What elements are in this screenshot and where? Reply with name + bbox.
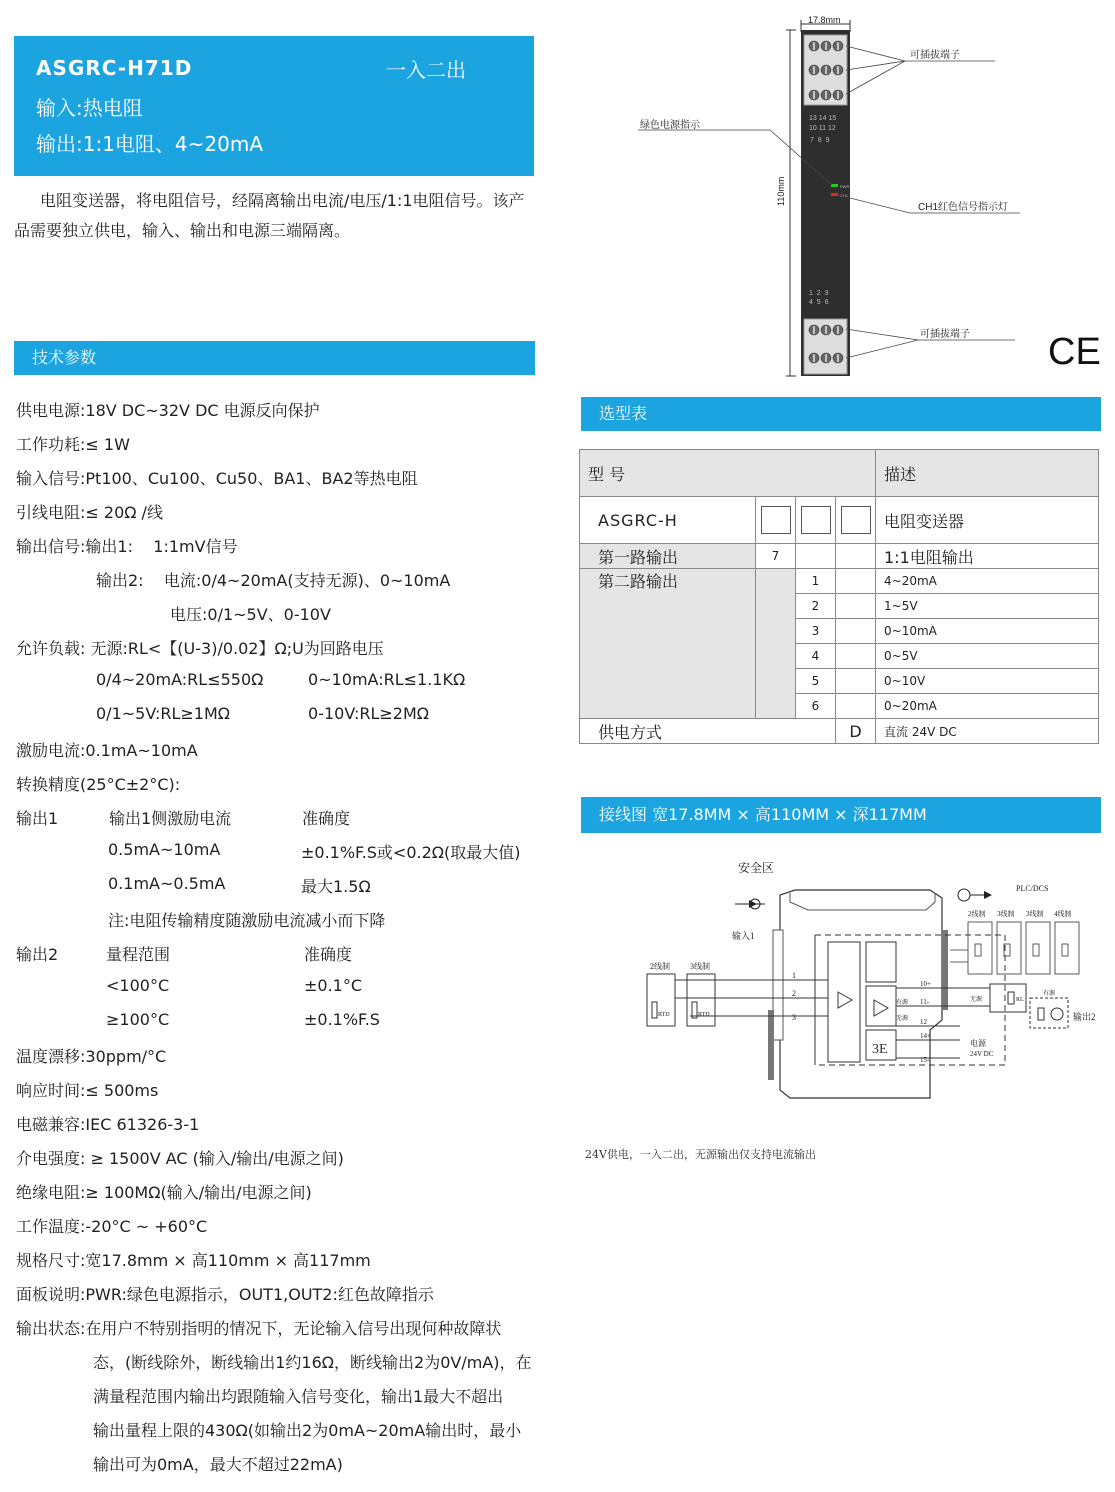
terminal-numbers: 7 8 9 [810,137,830,144]
section-tech-title: 技术参数 [32,348,97,367]
callout-bottom-terminal: 可插拔端子 [920,329,970,340]
ch1-led [831,193,838,196]
spec-line: 介电强度: ≥ 1500V AC (输入/输出/电源之间) [16,1149,344,1168]
selection-table [579,449,1099,747]
out2-code: 1 [796,569,836,594]
spec-line: ±0.1°C [304,976,363,995]
spec-line: 0.5mA~10mA [108,840,221,859]
spec-line: 供电电源:18V DC~32V DC 电源反向保护 [16,401,320,420]
section-wiring-title: 接线图 宽17.8MM × 高110MM × 深117MM [599,805,927,824]
section-selection-title: 选型表 [599,404,648,423]
plc-2wire: 2线制 [968,910,986,918]
terminal-numbers: 4 5 6 [809,299,829,306]
spec-line: 电压:0/1~5V、0-10V [170,605,331,624]
spec-line: 0.1mA~0.5mA [108,874,226,893]
callout-ch1-led: CH1红色信号指示灯 [918,202,1009,213]
out2-desc: 1~5V [876,594,1099,619]
spec-line: 响应时间:≤ 500ms [16,1081,159,1100]
height-label: 110mm [776,176,786,206]
spec-line: 激励电流:0.1mA~10mA [16,741,198,760]
terminal-10: 10+ [920,980,931,988]
terminal-1: 1 [792,971,796,980]
plc-label: PLC/DCS [1016,884,1049,893]
spec-line: 0-10V:RL≥2MΩ [308,704,429,723]
output-type: 输出:1:1电阻、4~20mA [36,132,264,156]
section-tech-bar [14,341,535,375]
input-type: 输入:热电阻 [36,96,143,120]
svg-text:3E: 3E [872,1042,888,1057]
safe-area-label: 安全区 [738,861,775,875]
spec-line: 0/1~5V:RL≥1MΩ [96,704,231,723]
power-supply-label: 电源 [970,1039,986,1048]
spec-line: 满量程范围内输出均跟随输入信号变化，输出1最大不超出 [93,1387,504,1406]
terminal-numbers: 13 14 15 [809,115,837,122]
active-label: 有源 [896,1000,909,1006]
spec-line: 输出状态:在用户不特别指明的情况下，无论输入信号出现何种故障状 [16,1319,502,1338]
spec-line: 输出2 [16,945,59,964]
top-terminal-block [804,35,847,105]
spec-line: 准确度 [302,809,351,828]
passive2-label: 无源 [970,997,983,1003]
spec-line: 输出量程上限的430Ω(如输出2为0mA~20mA输出时，最小 [93,1421,522,1440]
spec-line: 输出信号:输出1: 1:1mV信号 [16,537,238,556]
output-arrow-icon [958,889,970,901]
code-slot-1 [761,506,791,534]
out2-desc: 0~10mA [876,619,1099,644]
spec-line: 电磁兼容:IEC 61326-3-1 [16,1115,200,1134]
spec-line: 允许负载: 无源:RL<【(U-3)/0.02】Ω;U为回路电压 [16,639,384,658]
out2-code: 6 [796,694,836,719]
spec-line: 面板说明:PWR:绿色电源指示，OUT1,OUT2:红色故障指示 [16,1285,434,1304]
terminal-2: 2 [792,989,796,998]
spec-line: ±0.1%F.S或<0.2Ω(取最大值) [301,843,521,862]
code-slot-3 [841,506,871,534]
rl-label: RL [1016,997,1024,1003]
intro-paragraph: 电阻变送器，将电阻信号，经隔离输出电流/电压/1:1电阻信号。该产品需要独立供电，输入、输出和电源三端隔离。 [14,191,525,240]
spec-line: 输出1侧激励电流 [109,809,232,828]
terminal-3: 3 [792,1013,796,1022]
output2-label: 输出2 [1073,1012,1096,1022]
out1-label: 第一路输出 [580,544,756,569]
out2-label: 第二路输出 [580,569,756,719]
terminal-numbers: 1 2 3 [809,290,829,297]
rtd-label: RTD [658,1012,670,1018]
spec-line: 0~10mA:RL≤1.1KΩ [308,670,466,689]
out2-code: 3 [796,619,836,644]
wiring-caption: 24V供电，一入二出，无源输出仅支持电流输出 [585,1148,816,1161]
amplifier-icon [874,1000,888,1016]
power-label: 供电方式 [580,719,836,744]
callout-power-led: 绿色电源指示 [640,120,700,131]
spec-line: 输出2: 电流:0/4~20mA(支持无源)、0~10mA [96,571,451,590]
spec-line: 转换精度(25°C±2°C): [16,775,181,794]
spec-line: <100°C [106,976,170,995]
passive-label: 无源 [896,1016,909,1022]
module-outline [780,890,942,1098]
bottom-terminal-block [804,319,847,374]
spec-line: 绝缘电阻:≥ 100MΩ(输入/输出/电源之间) [16,1183,312,1202]
pwr-led [831,184,838,187]
spec-line: 输出可为0mA，最大不超过22mA) [93,1455,343,1474]
out2-desc: 0~20mA [876,694,1099,719]
out2-code: 5 [796,669,836,694]
plc-4wire: 4线制 [1054,910,1072,918]
out1-code: 7 [756,544,796,569]
base-model: ASGRC-H [580,497,756,544]
three-wire-label: 3线制 [690,962,710,971]
spec-line: 工作温度:-20°C ~ +60°C [16,1217,208,1236]
plc-3wire-b: 3线制 [1026,910,1044,918]
input1-label: 输入1 [732,931,755,941]
terminal-12: 12 [920,1018,927,1026]
terminal-15: 15- [920,1056,930,1064]
pwr-led-label: PWR [840,184,850,189]
callout-top-terminal: 可插拔端子 [910,50,960,61]
two-wire-label: 2线制 [650,962,670,971]
ce-mark: CE [1048,331,1101,373]
amplifier-icon [838,992,852,1008]
terminal-numbers: 10 11 12 [809,125,836,132]
power-code: D [836,719,876,744]
out2-code: 2 [796,594,836,619]
spec-line: 温度漂移:30ppm/°C [16,1047,167,1066]
header-model: 型 号 [580,450,876,497]
out1-desc: 1:1电阻输出 [876,544,1099,569]
power-desc: 直流 24V DC [876,719,1099,744]
code-slot-2 [801,506,831,534]
section-wiring-bar [581,797,1101,833]
power-voltage-label: 24V DC [970,1050,994,1058]
spec-line: 输出1 [16,809,59,828]
spec-line: 态，(断线除外，断线输出1约16Ω，断线输出2为0V/mA)，在 [93,1353,532,1372]
model-title: ASGRC-H71D [36,56,193,80]
out2-desc: 0~10V [876,669,1099,694]
out2-code: 4 [796,644,836,669]
terminal-14: 14+ [920,1032,931,1040]
section-selection-bar [581,397,1101,431]
product-header [14,36,534,176]
spec-line: ±0.1%F.S [304,1010,380,1029]
spec-line: 规格尺寸:宽17.8mm × 高110mm × 高117mm [16,1251,371,1270]
header-desc: 描述 [876,450,1099,497]
spec-line: ≥100°C [106,1010,170,1029]
width-label: 17.8mm [808,15,841,25]
rtd-label: RTD [698,1012,710,1018]
ch1-led-label: CH1 [840,193,849,198]
plc-3wire-a: 3线制 [997,910,1015,918]
spec-line: 输入信号:Pt100、Cu100、Cu50、BA1、BA2等热电阻 [16,469,418,488]
spec-line: 工作功耗:≤ 1W [16,435,130,454]
active2-label: 有源 [1043,991,1056,997]
spec-line: 注:电阻传输精度随激励电流减小而下降 [108,911,386,930]
spec-line: 引线电阻:≤ 20Ω /线 [16,503,163,522]
out2-desc: 4~20mA [876,569,1099,594]
spec-line: 最大1.5Ω [301,877,371,896]
mode-title: 一入二出 [386,58,466,82]
spec-line: 量程范围 [106,945,171,964]
base-desc: 电阻变送器 [876,497,1099,544]
wiring-diagram [630,850,1110,1120]
device-drawing [620,10,1115,385]
spec-line: 0/4~20mA:RL≤550Ω [96,670,264,689]
spec-line: 准确度 [304,945,353,964]
out2-desc: 0~5V [876,644,1099,669]
terminal-11: 11- [920,998,930,1006]
